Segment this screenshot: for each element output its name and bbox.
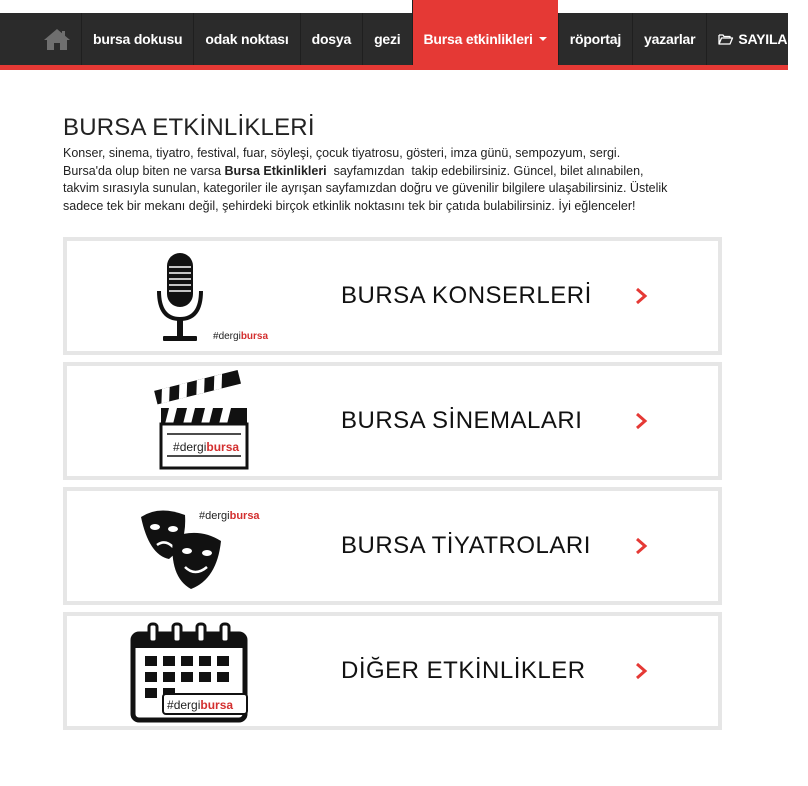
chevron-right-icon [634, 662, 648, 680]
card-bursa-sinemalari[interactable] [63, 362, 722, 480]
svg-text:#dergibursa: #dergibursa [213, 331, 269, 342]
page-title: BURSA ETKİNLİKLERİ [63, 114, 315, 141]
card-bursa-konserleri[interactable] [63, 237, 722, 355]
folder-open-icon [718, 33, 733, 45]
card-diger-etkinlikler[interactable] [63, 612, 722, 730]
nav-home[interactable] [35, 13, 81, 65]
nav-item-gezi[interactable]: gezi [362, 13, 411, 65]
card-label: BURSA KONSERLERİ [341, 282, 592, 309]
card-bursa-tiyatrolari[interactable] [63, 487, 722, 605]
caret-down-icon [539, 37, 547, 41]
nav-item-yazarlar[interactable]: yazarlar [632, 13, 706, 65]
card-label: DİĞER ETKİNLİKLER [341, 657, 586, 684]
clapperboard-icon [129, 372, 289, 474]
chevron-right-icon [634, 537, 648, 555]
calendar-icon [129, 622, 289, 724]
nav-item-sayilar[interactable]: SAYILAR [706, 13, 808, 65]
theater-masks-icon [129, 497, 289, 599]
chevron-right-icon [634, 287, 648, 305]
card-label: BURSA TİYATROLARI [341, 532, 591, 559]
nav-menu [35, 13, 808, 65]
card-label: BURSA SİNEMALARI [341, 407, 583, 434]
svg-text:#dergibursa: #dergibursa [199, 510, 260, 522]
nav-item-bursa-etkinlikleri[interactable]: Bursa etkinlikleri [412, 0, 558, 65]
nav-item-roportaj[interactable]: röportaj [558, 13, 632, 65]
chevron-right-icon [634, 412, 648, 430]
svg-text:#dergibursa: #dergibursa [173, 440, 240, 454]
nav-item-bursa-dokusu[interactable]: bursa dokusu [81, 13, 193, 65]
svg-text:#dergibursa: #dergibursa [167, 698, 234, 712]
event-category-list [63, 237, 722, 737]
microphone-icon [129, 247, 289, 349]
top-navbar [0, 13, 798, 70]
intro-paragraph: Konser, sinema, tiyatro, festival, fuar, söyleşi, çocuk tiyatrosu, gösteri, imza günü, sempozyum, sergi. Bursa'da olup biten ne varsa Bursa Etkinlikleri sayfamızdan takip edebilirsiniz. Güncel, bilet alınabilen, takvim sırasıyla sunulan, kategoriler ile ayrışan sayfamızdan doğru ve güvenilir bilgilere ulaşabilirsiniz. Üstelik sadece tek bir mekanı değil, şehirdeki birçok etkinlik noktasını tek bir çatıda bulabilirsiniz. İyi eğlenceler! [63, 146, 668, 213]
home-icon [43, 27, 71, 51]
intro-highlight: Bursa Etkinlikleri [224, 163, 327, 178]
nav-item-dosya[interactable]: dosya [300, 13, 362, 65]
nav-item-odak-noktasi[interactable]: odak noktası [193, 13, 299, 65]
